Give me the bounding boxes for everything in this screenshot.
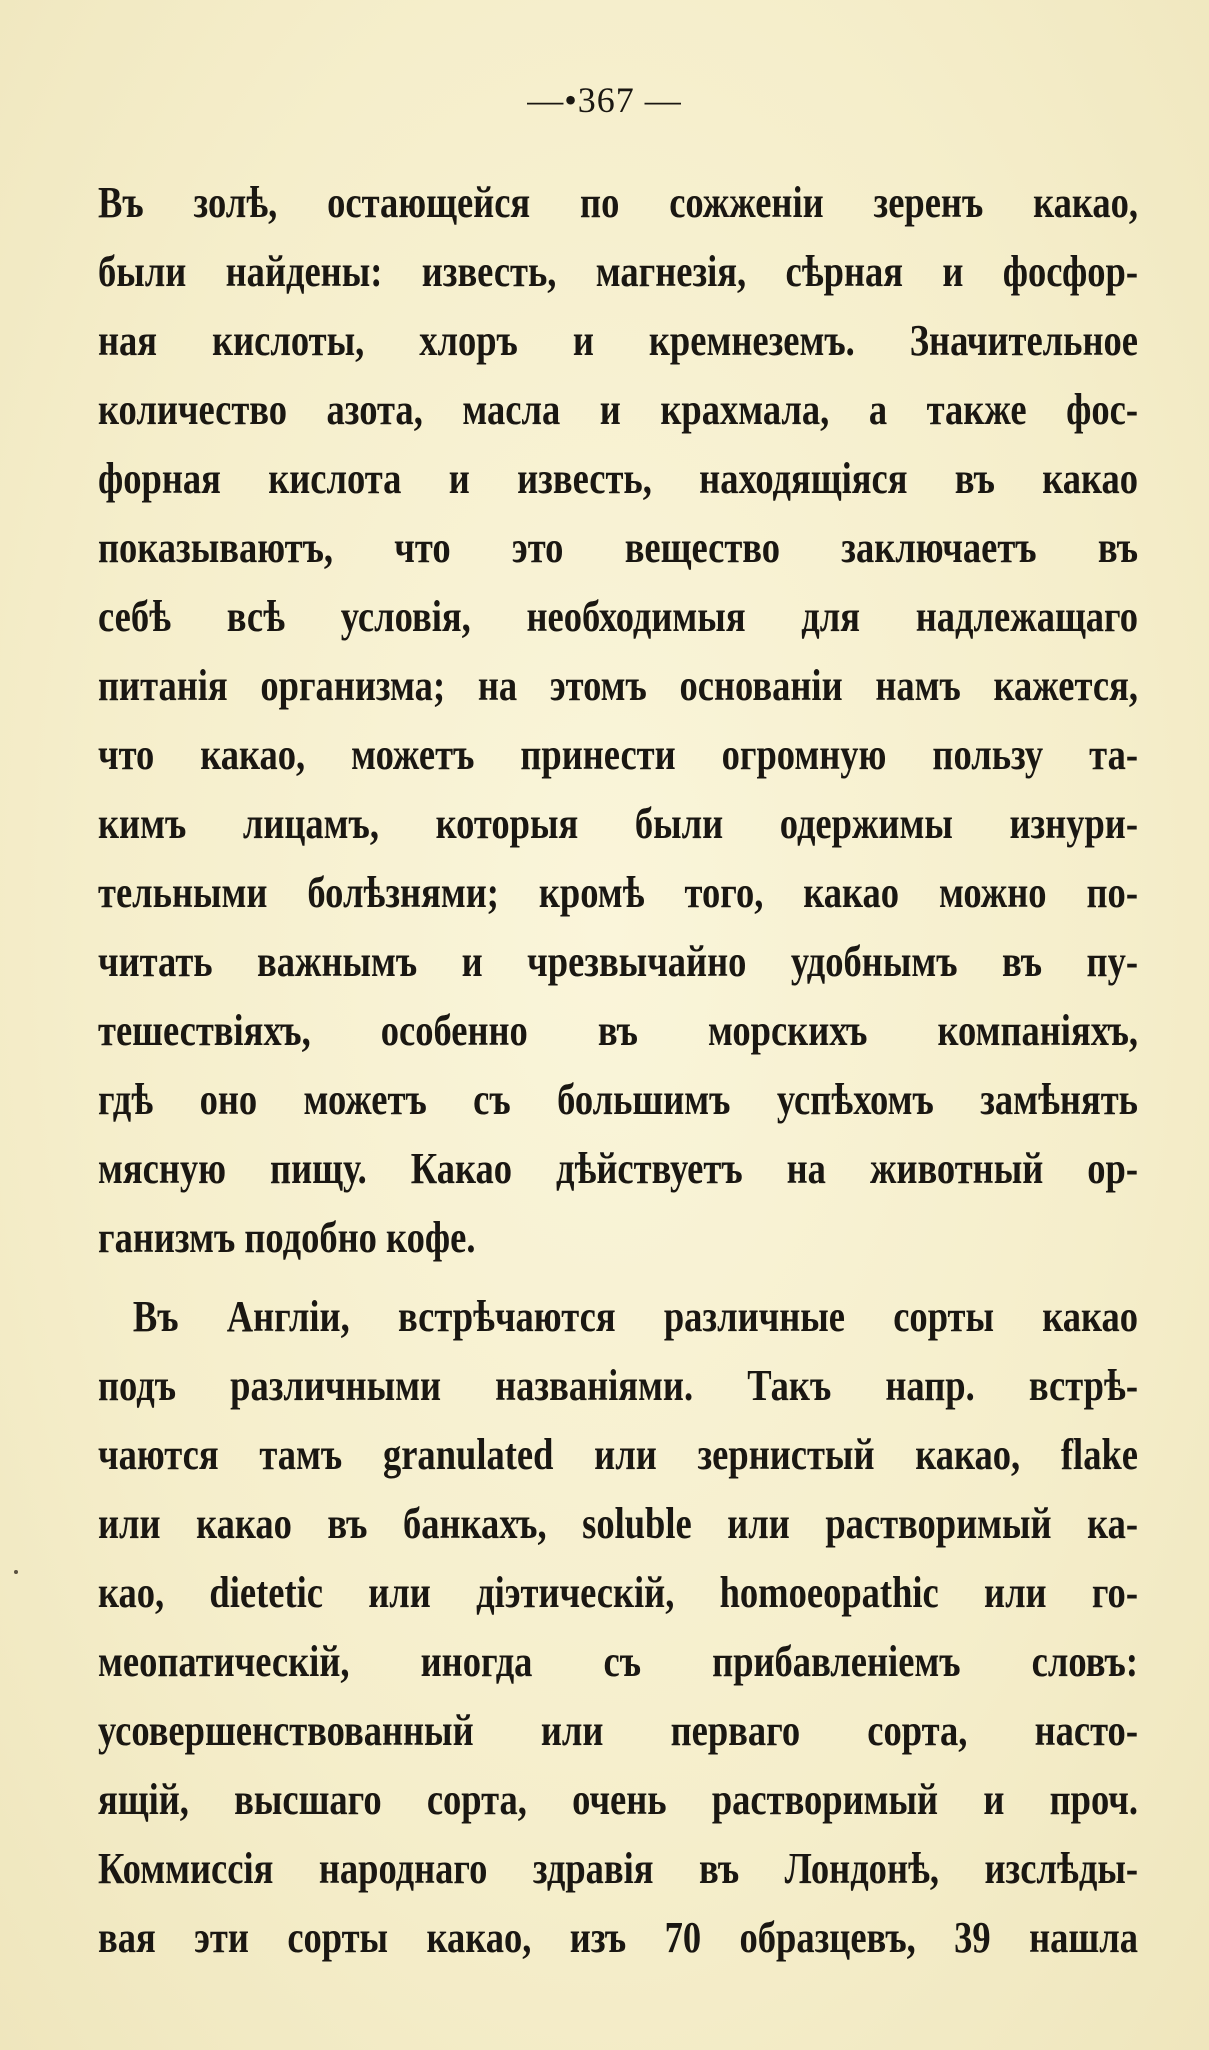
text-line: ная кислоты, хлоръ и кремнеземъ. Значительное — [98, 316, 1138, 365]
text-line: были найдены: известь, магнезія, сѣрная и фосфор- — [98, 247, 1138, 296]
text-line: читать важнымъ и чрезвычайно удобнымъ въ пу- — [98, 937, 1138, 986]
text-line: что какао, можетъ принести огромную пользу та- — [98, 730, 1138, 779]
paper-speck — [14, 1570, 18, 1574]
text-line: усовершенствованный или перваго сорта, насто- — [98, 1706, 1138, 1755]
text-line: показываютъ, что это вещество заключаетъ въ — [98, 523, 1138, 572]
paragraph-2 — [98, 1282, 1138, 1972]
text-line: количество азота, масла и крахмала, а также фос- — [98, 385, 1138, 434]
text-line: мясную пищу. Какао дѣйствуетъ на животный ор- — [98, 1144, 1138, 1193]
text-line: вая эти сорты какао, изъ 70 образцевъ, 39 нашла — [98, 1913, 1138, 1962]
text-line: као, dietetic или діэтическій, homoeopathic или го- — [98, 1568, 1138, 1617]
text-line: подъ различными названіями. Такъ напр. встрѣ- — [98, 1361, 1138, 1410]
text-line: ящій, высшаго сорта, очень растворимый и проч. — [98, 1775, 1138, 1824]
text-line: тешествіяхъ, особенно въ морскихъ компаніяхъ, — [98, 1006, 1138, 1055]
text-line: Коммиссія народнаго здравія въ Лондонѣ, изслѣды- — [98, 1844, 1138, 1893]
text-line: или какао въ банкахъ, soluble или растворимый ка- — [98, 1499, 1138, 1548]
text-line: форная кислота и известь, находящіяся въ какао — [98, 454, 1138, 503]
body-text — [98, 168, 1138, 1972]
text-line: кимъ лицамъ, которыя были одержимы изнури- — [98, 799, 1138, 848]
text-line: питанія организма; на этомъ основаніи намъ кажется, — [98, 661, 1138, 710]
paragraph-1 — [98, 168, 1138, 1272]
text-line: Въ Англіи, встрѣчаются различные сорты какао — [132, 1292, 1138, 1341]
text-line: чаются тамъ granulated или зернистый какао, flake — [98, 1430, 1138, 1479]
text-line: ганизмъ подобно кофе. — [98, 1213, 476, 1262]
text-line: Въ золѣ, остающейся по сожженіи зеренъ какао, — [98, 178, 1138, 227]
text-line: себѣ всѣ условія, необходимыя для надлежащаго — [98, 592, 1138, 641]
text-line: гдѣ оно можетъ съ большимъ успѣхомъ замѣнять — [98, 1075, 1138, 1124]
page-number: —•367 — — [527, 80, 682, 120]
text-line: меопатическій, иногда съ прибавленіемъ словъ: — [98, 1637, 1138, 1686]
text-line: тельными болѣзнями; кромѣ того, какао можно по- — [98, 868, 1138, 917]
